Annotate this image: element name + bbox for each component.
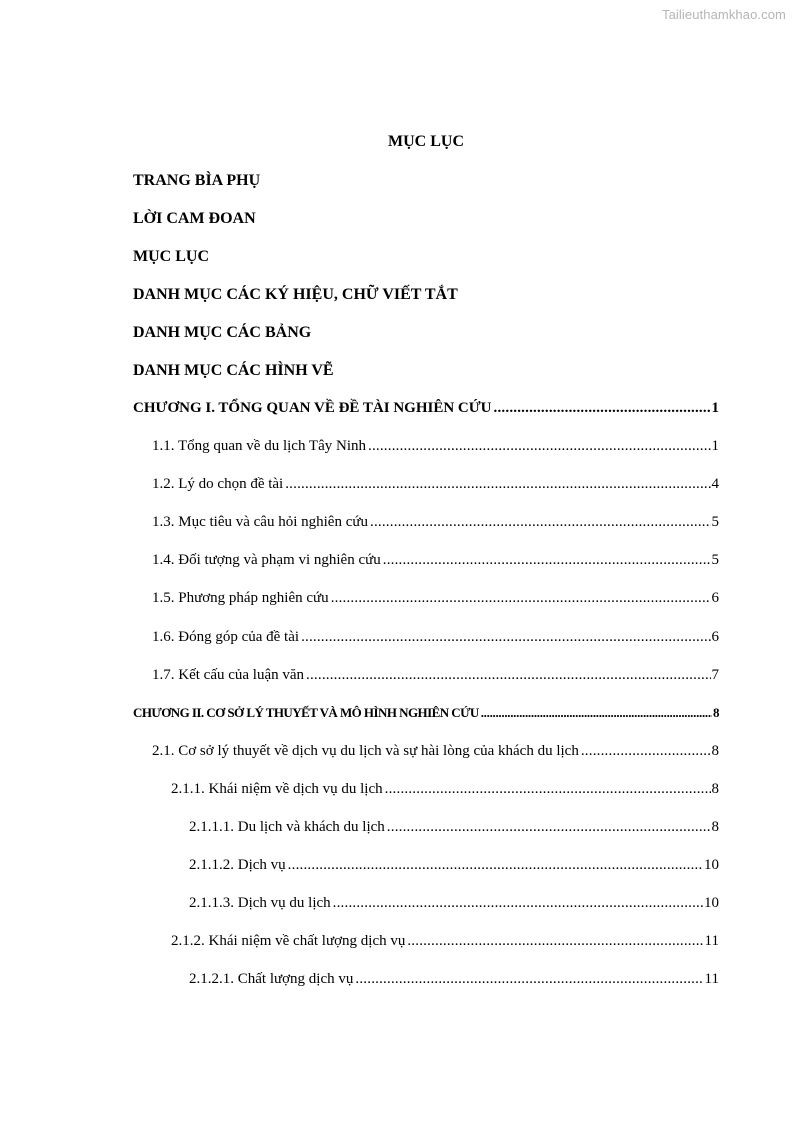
toc-entry-text: 2.1.1. Khái niệm về dịch vụ du lịch <box>171 780 383 797</box>
toc-page-number: 8 <box>711 742 719 759</box>
toc-entry-text: 1.1. Tổng quan về du lịch Tây Ninh <box>152 438 366 455</box>
dot-leader <box>481 703 712 723</box>
dot-leader <box>301 627 710 647</box>
toc-subsubsection-entry[interactable] <box>0 855 794 893</box>
front-matter-item[interactable]: TRANG BÌA PHỤ <box>133 172 261 189</box>
toc-section-entry[interactable] <box>0 550 794 588</box>
toc-subsubsection-entry[interactable] <box>0 817 794 855</box>
watermark: Tailieuthamkhao.com <box>661 7 786 22</box>
toc-page-number: 8 <box>711 819 719 836</box>
toc-entry-text: CHƯƠNG II. CƠ SỞ LÝ THUYẾT VÀ MÔ HÌNH NGHIÊN CỨU <box>133 704 479 720</box>
front-matter-item[interactable]: DANH MỤC CÁC BẢNG <box>133 324 312 341</box>
toc-entry-text: 2.1. Cơ sở lý thuyết về dịch vụ du lịch và sự hài lòng của khách du lịch <box>152 742 579 759</box>
toc-page-number: 6 <box>711 590 719 607</box>
dot-leader <box>494 398 711 418</box>
dot-leader <box>355 969 703 989</box>
toc-page-number: 10 <box>704 895 719 912</box>
toc-page-number: 1 <box>711 438 719 455</box>
front-matter-list <box>133 171 458 399</box>
toc-entry-text: 1.4. Đối tượng và phạm vi nghiên cứu <box>152 552 381 569</box>
toc-page-number: 7 <box>711 666 719 683</box>
toc-subsubsection-entry[interactable] <box>0 969 794 1007</box>
toc-subsection-entry[interactable] <box>0 779 794 817</box>
toc-section-entry[interactable] <box>0 474 794 512</box>
dot-leader <box>333 893 703 913</box>
dot-leader <box>581 741 711 761</box>
toc-entry-text: 1.5. Phương pháp nghiên cứu <box>152 590 329 607</box>
dot-leader <box>407 931 703 951</box>
dot-leader <box>285 474 710 494</box>
toc-page-number: 8 <box>713 704 719 720</box>
page-title: MỤC LỤC <box>388 133 464 150</box>
toc-chapter-entry[interactable] <box>0 398 794 436</box>
toc-entry-text: CHƯƠNG I. TỔNG QUAN VỀ ĐỀ TÀI NGHIÊN CỨU <box>133 400 492 416</box>
toc-entry-text: 2.1.1.1. Du lịch và khách du lịch <box>189 819 385 836</box>
toc-page-number: 8 <box>711 780 719 797</box>
toc-page-number: 5 <box>711 514 719 531</box>
toc-entry-text: 2.1.2. Khái niệm về chất lượng dịch vụ <box>171 933 406 950</box>
toc-chapter-entry[interactable] <box>0 703 794 741</box>
dot-leader <box>387 817 711 837</box>
toc-entry-text: 1.3. Mục tiêu và câu hỏi nghiên cứu <box>152 514 368 531</box>
toc-entry-list <box>0 398 794 1008</box>
toc-section-entry[interactable] <box>0 665 794 703</box>
dot-leader <box>306 665 710 685</box>
toc-page-number: 5 <box>711 552 719 569</box>
toc-page-number: 4 <box>711 476 719 493</box>
toc-section-entry[interactable] <box>0 512 794 550</box>
dot-leader <box>368 436 711 456</box>
toc-section-entry[interactable] <box>0 436 794 474</box>
front-matter-item[interactable]: MỤC LỤC <box>133 248 209 265</box>
dot-leader <box>331 588 711 608</box>
toc-page-number: 6 <box>711 628 719 645</box>
toc-section-entry[interactable] <box>0 741 794 779</box>
toc-section-entry[interactable] <box>0 627 794 665</box>
toc-subsection-entry[interactable] <box>0 931 794 969</box>
front-matter-item[interactable]: DANH MỤC CÁC HÌNH VẼ <box>133 362 334 379</box>
toc-entry-text: 1.7. Kết cấu của luận văn <box>152 666 305 683</box>
dot-leader <box>385 779 711 799</box>
toc-entry-text: 1.2. Lý do chọn đề tài <box>152 476 284 493</box>
toc-page-number: 11 <box>704 971 719 988</box>
toc-entry-text: 2.1.1.3. Dịch vụ du lịch <box>189 895 331 912</box>
dot-leader <box>370 512 711 532</box>
toc-page-number: 11 <box>704 933 719 950</box>
toc-page-number: 10 <box>704 857 719 874</box>
toc-entry-text: 2.1.1.2. Dịch vụ <box>189 857 286 874</box>
toc-section-entry[interactable] <box>0 588 794 626</box>
dot-leader <box>288 855 703 875</box>
toc-entry-text: 2.1.2.1. Chất lượng dịch vụ <box>189 971 354 988</box>
toc-subsubsection-entry[interactable] <box>0 893 794 931</box>
toc-page-number: 1 <box>711 400 719 416</box>
front-matter-item[interactable]: LỜI CAM ĐOAN <box>133 210 256 227</box>
dot-leader <box>383 550 711 570</box>
front-matter-item[interactable]: DANH MỤC CÁC KÝ HIỆU, CHỮ VIẾT TẮT <box>133 286 458 303</box>
toc-entry-text: 1.6. Đóng góp của đề tài <box>152 628 300 645</box>
